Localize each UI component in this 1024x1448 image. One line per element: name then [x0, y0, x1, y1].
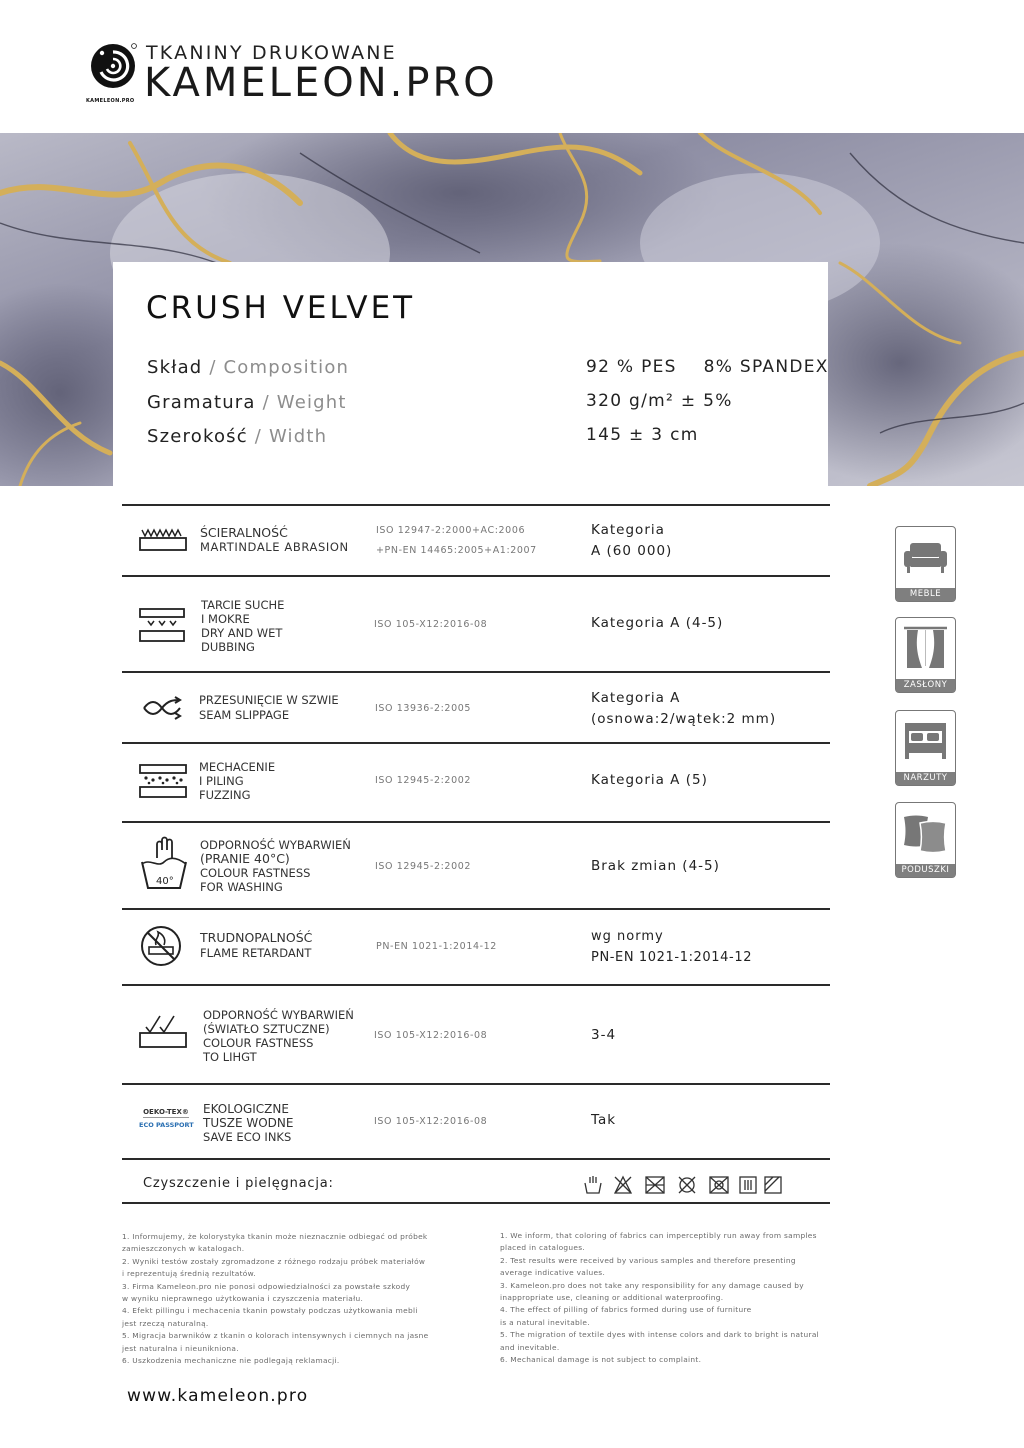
- usage-label: NARZUTY: [896, 772, 955, 785]
- property-result: Brak zmian (4-5): [591, 858, 720, 874]
- care-label: Czyszczenie i pielęgnacja:: [143, 1176, 334, 1191]
- website-link[interactable]: www.kameleon.pro: [127, 1386, 309, 1406]
- spec-label-composition: Skład / Composition: [147, 357, 350, 378]
- usage-curtains: [895, 617, 956, 693]
- logo-caption: KAMELEON.PRO: [86, 98, 135, 104]
- property-result: 3-4: [591, 1027, 617, 1043]
- table-divider: [122, 504, 830, 506]
- brand-tagline: TKANINY DRUKOWANE: [146, 42, 397, 64]
- notes-english: 1. We inform, that coloring of fabrics can imperceptibly run away from samples placed in catalogues. 2. Test results were received by various samples and therefore presenting average indicative values. 3. Kameleon.pro does not take any responsibility for any damage caused by inappropriate use, cleaning or additional waterproofing. 4. The effect of pilling of fabrics formed during use of furniture is a natural inevitable. 5. The migration of textile dyes with intense colors and dark to bright is natural and inevitable. 6. Mechanical damage is not subject to complaint.: [500, 1231, 820, 1365]
- spec-label-width: Szerokość / Width: [147, 426, 328, 447]
- table-divider: [122, 671, 830, 673]
- no-dry-clean-icon: [679, 1177, 695, 1193]
- table-divider: [122, 984, 830, 986]
- abrasion-icon: [138, 526, 188, 552]
- property-label: MECHACENIE I PILING FUZZING: [199, 760, 276, 802]
- pilling-icon: [138, 763, 188, 799]
- table-divider: [122, 908, 830, 910]
- usage-bedspreads: [895, 710, 956, 786]
- brand-name: KAMELEON.PRO: [144, 60, 498, 106]
- spec-value-width: 145 ± 3 cm: [586, 425, 699, 445]
- property-label: TRUDNOPALNOŚĆ FLAME RETARDANT: [200, 930, 313, 960]
- sofa-icon: [896, 527, 955, 587]
- seam-slippage-icon: [142, 696, 184, 720]
- usage-label: ZASŁONY: [896, 679, 955, 692]
- table-divider: [122, 575, 830, 577]
- spec-label-weight: Gramatura / Weight: [147, 392, 347, 413]
- property-standard: ISO 105-X12:2016-08: [374, 1030, 488, 1041]
- table-divider: [122, 1158, 830, 1160]
- usage-label: MEBLE: [896, 588, 955, 601]
- property-label: EKOLOGICZNE TUSZE WODNE SAVE ECO INKS: [203, 1102, 294, 1144]
- property-standard: PN-EN 1021-1:2014-12: [376, 941, 497, 952]
- property-result: wg normy PN-EN 1021-1:2014-12: [591, 929, 753, 965]
- property-label: ŚCIERALNOŚĆ MARTINDALE ABRASION: [200, 525, 349, 554]
- usage-furniture: [895, 526, 956, 602]
- property-result: Kategoria A (60 000): [591, 522, 673, 559]
- property-standard: ISO 12947-2:2000+AC:2006 +PN-EN 14465:2005+A1:2007: [376, 525, 537, 556]
- no-iron-icon: [710, 1177, 728, 1193]
- care-symbols: [584, 1175, 784, 1195]
- property-result: Kategoria A (5): [591, 772, 708, 788]
- curtain-icon: [896, 618, 955, 678]
- property-standard: ISO 12945-2:2002: [375, 775, 471, 786]
- pillows-icon: [896, 803, 955, 863]
- property-label: ODPORNOŚĆ WYBARWIEŃ (PRANIE 40°C) COLOUR FASTNESS FOR WASHING: [200, 838, 351, 894]
- dry-in-shade-icon: [765, 1177, 781, 1193]
- property-label: ODPORNOŚĆ WYBARWIEŃ (ŚWIATŁO SZTUCZNE) COLOUR FASTNESS TO LIHGT: [203, 1008, 354, 1064]
- property-label: PRZESUNIĘCIE W SZWIE SEAM SLIPPAGE: [199, 693, 339, 722]
- no-bleach-icon: [615, 1177, 631, 1193]
- table-divider: [122, 1202, 830, 1204]
- line-dry-icon: [740, 1177, 756, 1193]
- property-label: TARCIE SUCHE I MOKRE DRY AND WET DUBBING: [201, 598, 285, 654]
- property-standard: ISO 12945-2:2002: [375, 861, 471, 872]
- product-name: CRUSH VELVET: [146, 290, 416, 326]
- svg-text:40°: 40°: [156, 876, 174, 887]
- property-result: Kategoria A (osnowa:2/wątek:2 mm): [591, 690, 777, 727]
- usage-pillows: [895, 802, 956, 878]
- property-result: Kategoria A (4-5): [591, 615, 724, 631]
- property-standard: ISO 13936-2:2005: [375, 703, 471, 714]
- bed-icon: [896, 711, 955, 771]
- spec-value-weight: 320 g/m² ± 5%: [586, 391, 733, 411]
- light-fastness-icon: [138, 1013, 188, 1051]
- chameleon-logo: [88, 42, 138, 102]
- property-standard: ISO 105-X12:2016-08: [374, 619, 488, 630]
- hand-wash-icon: [585, 1176, 601, 1193]
- spec-value-composition: 92 % PES 8% SPANDEX: [586, 357, 829, 377]
- table-divider: [122, 1083, 830, 1085]
- washing-fastness-icon: [140, 836, 188, 892]
- property-result: Tak: [591, 1112, 617, 1128]
- property-standard: ISO 105-X12:2016-08: [374, 1116, 488, 1127]
- oeko-tex-logo: OEKO-TEX® ECO PASSPORT: [139, 1108, 194, 1129]
- no-tumble-dry-icon: [646, 1177, 664, 1193]
- notes-polish: 1. Informujemy, że kolorystyka tkanin może nieznacznie odbiegać od próbek zamieszczonych w katalogach. 2. Wyniki testów zostały zgromadzone z różnego rodzaju próbek materiałów i reprezentują średnią rezultatów. 3. Firma Kameleon.pro nie ponosi odpowiedzialności za powstałe szkody w wyniku nieprawnego użytkowania i czyszczenia materiału. 4. Efekt pillingu i mechacenia tkanin powstały podczas użytkowania mebli jest rzeczą naturalną. 5. Migracja barwników z tkanin o kolorach intensywnych i ciemnych na jasne jest naturalna i nieunikniona. 6. Uszkodzenia mechaniczne nie podlegają reklamacji.: [122, 1232, 429, 1366]
- flame-retardant-icon: [140, 925, 182, 967]
- table-divider: [122, 742, 830, 744]
- rubbing-icon: [138, 607, 186, 643]
- usage-label: PODUSZKI: [896, 864, 955, 877]
- table-divider: [122, 821, 830, 823]
